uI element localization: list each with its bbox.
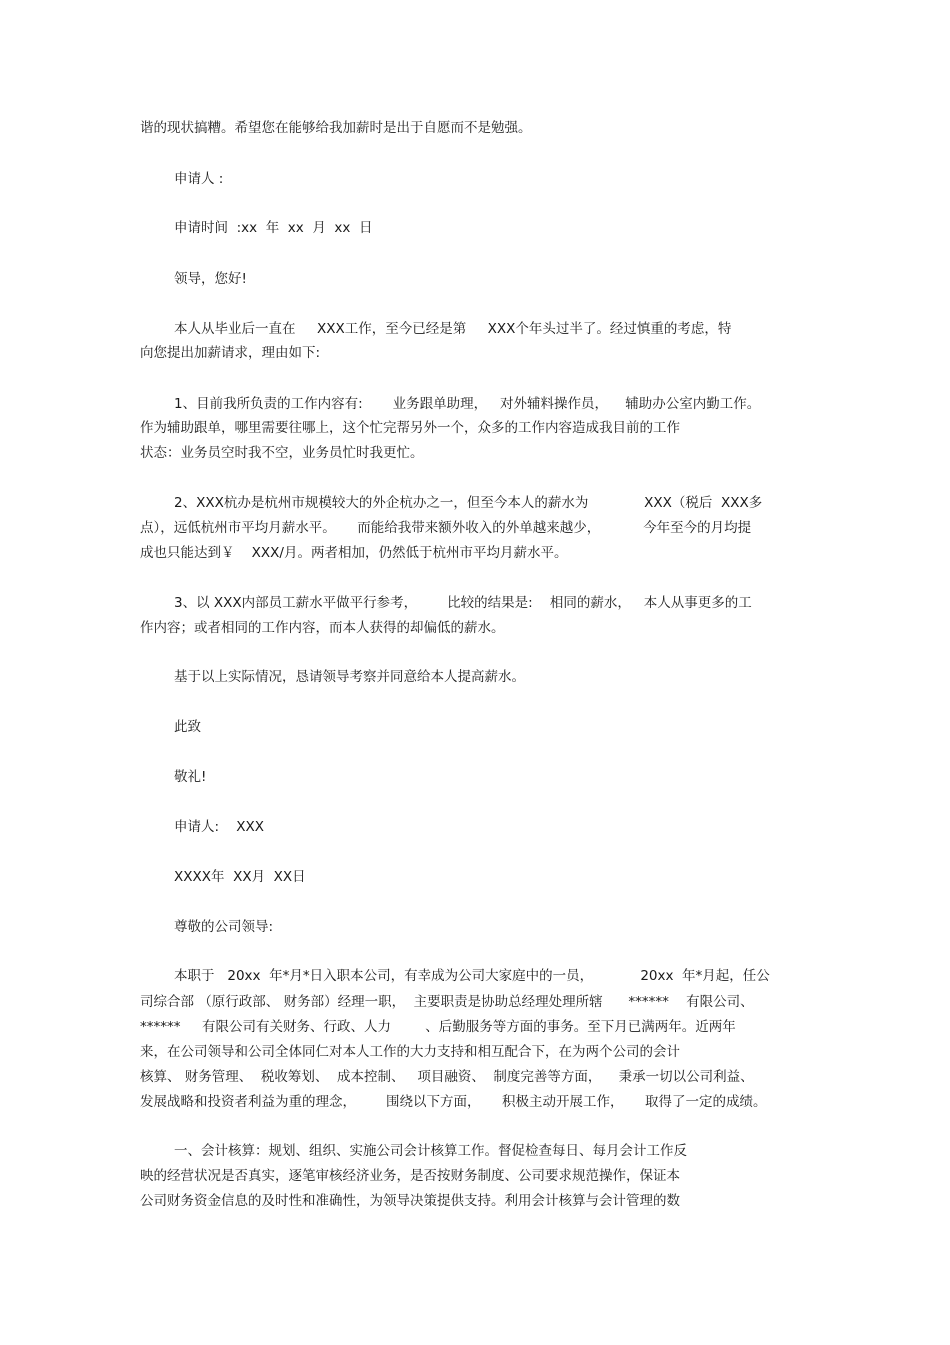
text-line: 申请人: XXX xyxy=(174,819,264,835)
text-line: 向您提出加薪请求，理由如下: xyxy=(140,345,321,361)
text-line: 尊敬的公司领导: xyxy=(174,919,274,935)
text-line: 成也只能达到￥ XXX/月。两者相加，仍然低于杭州市平均月薪水平。 xyxy=(140,545,568,561)
text-line: 本职于 20xx 年*月*日入职本公司，有幸成为公司大家庭中的一员， 20xx 年*月起，任公 xyxy=(174,968,770,984)
text-line: 公司财务资金信息的及时性和准确性，为领导决策提供支持。利用会计核算与会计管理的数 xyxy=(140,1193,680,1209)
text-line: 3、以 XXX内部员工薪水平做平行参考， 比较的结果是: 相同的薪水， 本人从事更多的工 xyxy=(174,595,752,611)
text-line: 一、会计核算：规划、组织、实施公司会计核算工作。督促检查每日、每月会计工作反 xyxy=(174,1143,687,1159)
text-line: 2、XXX杭办是杭州市规模较大的外企杭办之一，但至今本人的薪水为 XXX（税后 XXX多 xyxy=(174,495,763,511)
text-line: 发展战略和投资者利益为重的理念， 围绕以下方面， 积极主动开展工作， 取得了一定的成绩。 xyxy=(140,1094,767,1110)
text-line: ****** 有限公司有关财务、行政、人力 、后勤服务等方面的事务。至下月已满两年。近两年 xyxy=(140,1019,736,1035)
text-line: 映的经营状况是否真实，逐笔审核经济业务，是否按财务制度、公司要求规范操作，保证本 xyxy=(140,1168,680,1184)
text-line: 申请人 : xyxy=(174,171,224,187)
text-line: 状态：业务员空时我不空，业务员忙时我更忙。 xyxy=(140,445,424,461)
text-line: 核算、 财务管理、 税收筹划、 成本控制、 项目融资、 制度完善等方面， 秉承一切以公司利益、 xyxy=(140,1069,754,1085)
text-line: 1、目前我所负责的工作内容有: 业务跟单助理， 对外辅料操作员， 辅助办公室内勤工作。 xyxy=(174,396,761,412)
text-line: 作内容；或者相同的工作内容，而本人获得的却偏低的薪水。 xyxy=(140,620,505,636)
text-line: 此致 xyxy=(174,719,201,735)
text-line: 来，在公司领导和公司全体同仁对本人工作的大力支持和相互配合下，在为两个公司的会计 xyxy=(140,1044,680,1060)
text-line: 本人从毕业后一直在 XXX工作，至今已经是第 XXX个年头过半了。经过慎重的考虑，特 xyxy=(174,321,732,337)
text-line: 点），远低杭州市平均月薪水平。 而能给我带来额外收入的外单越来越少， 今年至今的月均提 xyxy=(140,520,752,536)
text-line: 基于以上实际情况，恳请领导考察并同意给本人提高薪水。 xyxy=(174,669,525,685)
text-line: 作为辅助跟单，哪里需要往哪上，这个忙完帮另外一个，众多的工作内容造成我目前的工作 xyxy=(140,420,680,436)
text-line: 领导，您好! xyxy=(174,271,247,287)
text-line: 申请时间 :xx 年 xx 月 xx 日 xyxy=(174,220,373,236)
text-line: 敬礼! xyxy=(174,769,207,785)
text-line: XXXX年 XX月 XX日 xyxy=(174,869,306,885)
text-line: 谐的现状搞糟。希望您在能够给我加薪时是出于自愿而不是勉强。 xyxy=(140,120,532,136)
text-line: 司综合部 （原行政部、 财务部）经理一职， 主要职责是协助总经理处理所辖 ****** 有限公司、 xyxy=(140,994,754,1010)
